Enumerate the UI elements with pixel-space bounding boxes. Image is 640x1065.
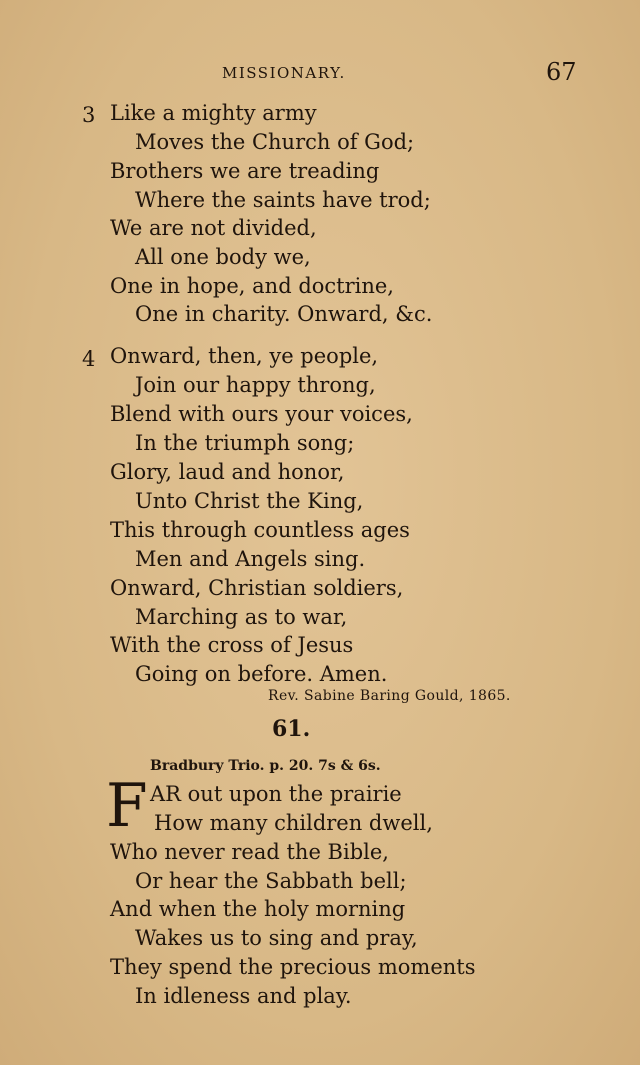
stanza4-line-5: Glory, laud and honor, (110, 460, 345, 484)
tune-info: Bradbury Trio. p. 20. 7s & 6s. (150, 758, 381, 774)
hymn-number: 61. (272, 716, 311, 742)
stanza4-line-10: Marching as to war, (135, 605, 348, 629)
stanza4-line-9: Onward, Christian soldiers, (110, 576, 404, 600)
hymn61-line-3: Who never read the Bible, (110, 840, 389, 864)
hymn61-line-2: How many children dwell, (154, 811, 433, 835)
stanza4-line-8: Men and Angels sing. (135, 547, 366, 571)
drop-cap: F (106, 771, 148, 841)
stanza-number-4: 4 (82, 347, 96, 371)
hymn61-line-1: AR out upon the prairie (150, 782, 402, 806)
hymn61-line-5: And when the holy morning (110, 897, 406, 921)
hymn61-line-8: In idleness and play. (135, 984, 352, 1008)
stanza4-line-3: Blend with ours your voices, (110, 402, 413, 426)
stanza3-line-5: We are not divided, (110, 216, 317, 240)
stanza3-line-1: Like a mighty army (110, 101, 317, 125)
running-head: MISSIONARY. (222, 64, 346, 82)
hymn61-line-7: They spend the precious moments (110, 955, 476, 979)
page-number: 67 (546, 58, 577, 86)
stanza3-line-3: Brothers we are treading (110, 159, 380, 183)
hymn61-line-4: Or hear the Sabbath bell; (135, 869, 407, 893)
stanza-number-3: 3 (82, 103, 96, 127)
stanza4-line-12: Going on before. Amen. (135, 662, 388, 686)
stanza3-line-2: Moves the Church of God; (135, 130, 415, 154)
stanza4-line-7: This through countless ages (110, 518, 410, 542)
stanza4-line-11: With the cross of Jesus (110, 633, 354, 657)
stanza3-line-6: All one body we, (135, 245, 311, 269)
hymn61-line-6: Wakes us to sing and pray, (135, 926, 418, 950)
stanza4-line-4: In the triumph song; (135, 431, 355, 455)
stanza3-line-4: Where the saints have trod; (135, 188, 431, 212)
stanza4-line-2: Join our happy throng, (135, 373, 376, 397)
stanza3-line-7: One in hope, and doctrine, (110, 274, 394, 298)
stanza3-line-8: One in charity. Onward, &c. (135, 302, 433, 326)
stanza4-line-1: Onward, then, ye people, (110, 344, 379, 368)
stanza4-line-6: Unto Christ the King, (135, 489, 364, 513)
hymn-attribution: Rev. Sabine Baring Gould, 1865. (268, 688, 511, 704)
